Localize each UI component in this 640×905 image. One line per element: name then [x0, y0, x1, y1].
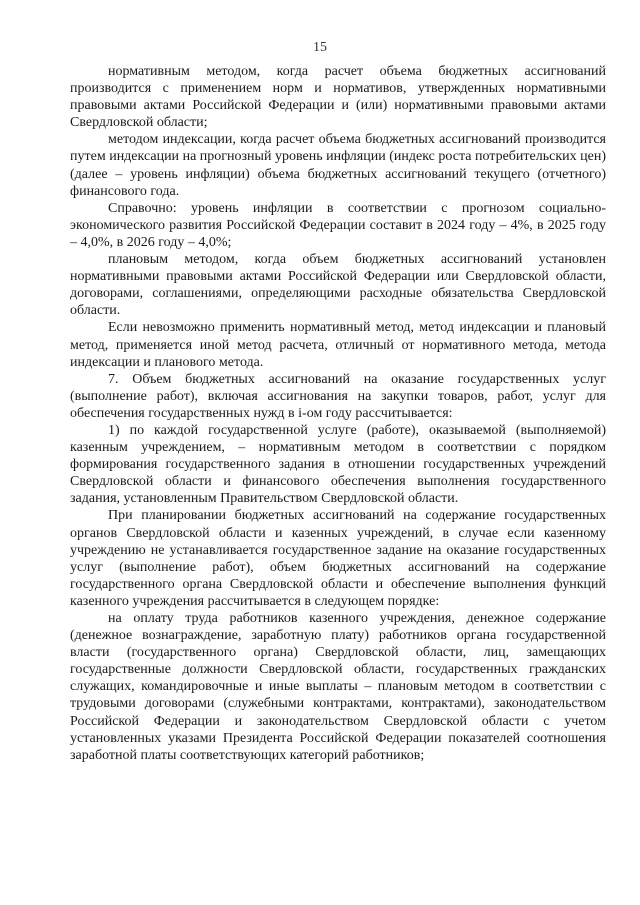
paragraph: на оплату труда работников казенного учреждения, денежное содержание (денежное вознаграждение, заработную плату) работников органа государственной власти (государственного органа) Свердловской области, лиц, замещающих государственные должности Свердловской области, государственных гражданских служащих, командировочные и иные выплаты – плановым методом в соответствии с трудовыми договорами (служебными контрактами, контрактами), законодательством Российской Федерации и законодательством Свердловской области с учетом установленных указами Президента Российской Федерации показателей соотношения заработной платы соответствующих категорий работников;: [70, 611, 606, 763]
paragraph: методом индексации, когда расчет объема бюджетных ассигнований производится путем индексации на прогнозный уровень инфляции (индекс роста потребительских цен) (далее – уровень инфляции) объема бюджетных ассигнований текущего (отчетного) финансового года.: [70, 132, 606, 199]
paragraph: 7. Объем бюджетных ассигнований на оказание государственных услуг (выполнение работ), включая ассигнования на закупки товаров, работ, услуг для обеспечения государственных нужд в i-ом году рассчитывается:: [70, 371, 606, 421]
page-number: 15: [313, 40, 327, 55]
paragraph: Если невозможно применить нормативный метод, метод индексации и плановый метод, применяется иной метод расчета, отличный от нормативного метода, метода индексации и планового метода.: [70, 320, 606, 370]
paragraph: нормативным методом, когда расчет объема бюджетных ассигнований производится с применением норм и нормативов, утвержденных нормативными правовыми актами Российской Федерации и (или) нормативными правовыми актами Свердловской области;: [70, 64, 606, 131]
paragraph: При планировании бюджетных ассигнований на содержание государственных органов Свердловской области и казенных учреждений, в случае если казенному учреждению не устанавливается государственное задание на оказание государственных услуг (выполнение работ), объем бюджетных ассигнований на содержание государственного органа Свердловской области и обеспечение выполнения функций казенного учреждения рассчитывается в следующем порядке:: [70, 508, 606, 609]
body-text: [70, 63, 606, 764]
paragraph: плановым методом, когда объем бюджетных ассигнований установлен нормативными правовыми актами Российской Федерации или Свердловской области, договорами, соглашениями, определяющими расходные обязательства Свердловской области.: [70, 252, 606, 319]
paragraph: Справочно: уровень инфляции в соответствии с прогнозом социально-экономического развития Российской Федерации составит в 2024 году – 4%, в 2025 году – 4,0%, в 2026 году – 4,0%;: [70, 200, 606, 250]
paragraph: 1) по каждой государственной услуге (работе), оказываемой (выполняемой) казенным учреждением, – нормативным методом в соответствии с порядком формирования государственного задания в отношении государственных учреждений Свердловской области и финансового обеспечения выполнения государственного задания, установленным Правительством Свердловской области.: [70, 422, 606, 507]
